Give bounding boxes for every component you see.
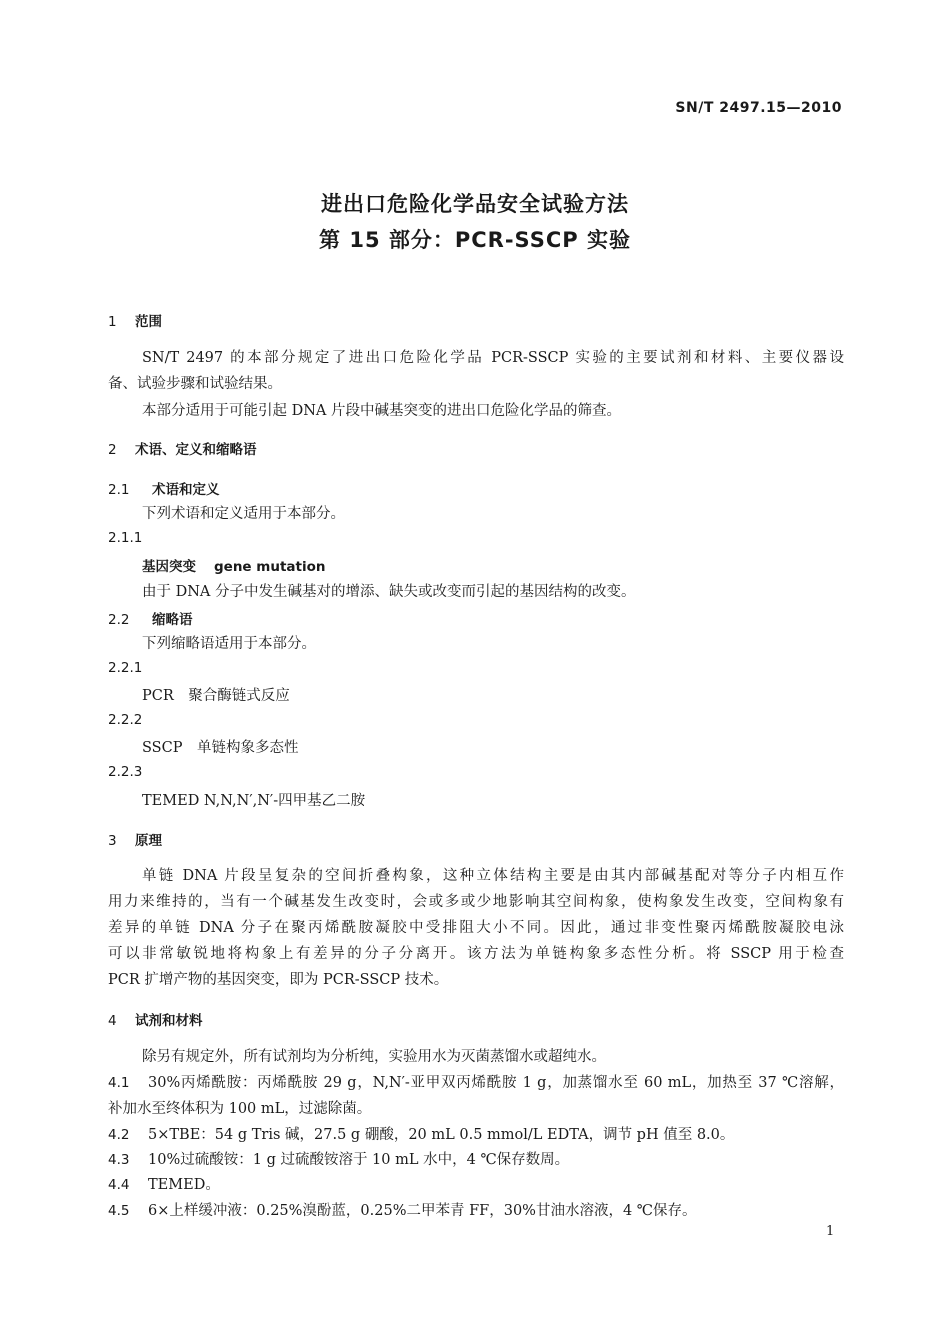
section-3-line: 用力来维持的，当有一个碱基发生改变时，会或多或少地影响其空间构象，使构象发生改变，空间构象有	[108, 894, 844, 910]
reagent-item: 4.5 6×上样缓冲液：0.25%溴酚蓝，0.25%二甲苯青 FF，30%甘油水溶液，4 ℃保存。	[108, 1203, 697, 1219]
section-4-heading: 4 试剂和材料	[108, 1013, 203, 1029]
section-2-1-heading: 2.1 术语和定义	[108, 482, 220, 498]
term-definition: 由于 DNA 分子中发生碱基对的增添、缺失或改变而引起的基因结构的改变。	[142, 584, 636, 600]
abbr-entry: SSCP 单链构象多态性	[142, 740, 299, 756]
section-2-1-1-number: 2.1.1	[108, 530, 143, 546]
section-1-paragraph-2: 本部分适用于可能引起 DNA 片段中碱基突变的进出口危险化学品的筛查。	[142, 403, 621, 419]
reagent-item-cont: 补加水至终体积为 100 mL，过滤除菌。	[108, 1101, 372, 1117]
page-number: 1	[826, 1224, 835, 1239]
section-3-line: 差异的单链 DNA 分子在聚丙烯酰胺凝胶中受排阻大小不同。因此，通过非变性聚丙烯酰胺凝胶电泳	[108, 920, 844, 936]
reagent-item: 4.2 5×TBE：54 g Tris 碱，27.5 g 硼酸，20 mL 0.5 mmol/L EDTA，调节 pH 值至 8.0。	[108, 1127, 735, 1143]
abbr-number: 2.2.2	[108, 712, 143, 728]
section-4-intro: 除另有规定外，所有试剂均为分析纯，实验用水为灭菌蒸馏水或超纯水。	[142, 1049, 606, 1065]
section-3-heading: 3 原理	[108, 833, 162, 849]
section-1-heading: 1 范围	[108, 314, 162, 330]
section-2-heading: 2 术语、定义和缩略语	[108, 442, 257, 458]
abbr-number: 2.2.3	[108, 764, 143, 780]
section-3-line: 可以非常敏锐地将构象上有差异的分子分离开。该方法为单链构象多态性分析。将 SSCP 用于检查	[108, 946, 844, 962]
reagent-item: 4.3 10%过硫酸铵：1 g 过硫酸铵溶于 10 mL 水中，4 ℃保存数周。	[108, 1152, 570, 1168]
term-entry: 基因突变 gene mutation	[142, 559, 326, 575]
section-2-2-text: 下列缩略语适用于本部分。	[142, 636, 316, 652]
reagent-item: 4.4 TEMED。	[108, 1177, 220, 1193]
abbr-entry: PCR 聚合酶链式反应	[142, 688, 290, 704]
document-title: 进出口危险化学品安全试验方法	[321, 192, 629, 216]
standard-number: SN/T 2497.15—2010	[675, 100, 842, 116]
reagent-item: 4.1 30%丙烯酰胺：丙烯酰胺 29 g，N,N′-亚甲双丙烯酰胺 1 g，加蒸馏水至 60 mL，加热至 37 ℃溶解，	[108, 1075, 844, 1091]
section-3-line: PCR 扩增产物的基因突变，即为 PCR-SSCP 技术。	[108, 972, 449, 988]
section-1-paragraph-1-cont: 备、试验步骤和试验结果。	[108, 376, 282, 392]
section-3-line: 单链 DNA 片段呈复杂的空间折叠构象，这种立体结构主要是由其内部碱基配对等分子内相互作	[142, 868, 844, 884]
section-2-1-text: 下列术语和定义适用于本部分。	[142, 506, 345, 522]
section-2-2-heading: 2.2 缩略语	[108, 612, 193, 628]
section-1-paragraph-1: SN/T 2497 的本部分规定了进出口危险化学品 PCR-SSCP 实验的主要试剂和材料、主要仪器设	[142, 350, 844, 366]
document-subtitle: 第 15 部分：PCR-SSCP 实验	[319, 228, 631, 252]
abbr-entry: TEMED N,N,N′,N′-四甲基乙二胺	[142, 793, 366, 809]
abbr-number: 2.2.1	[108, 660, 143, 676]
